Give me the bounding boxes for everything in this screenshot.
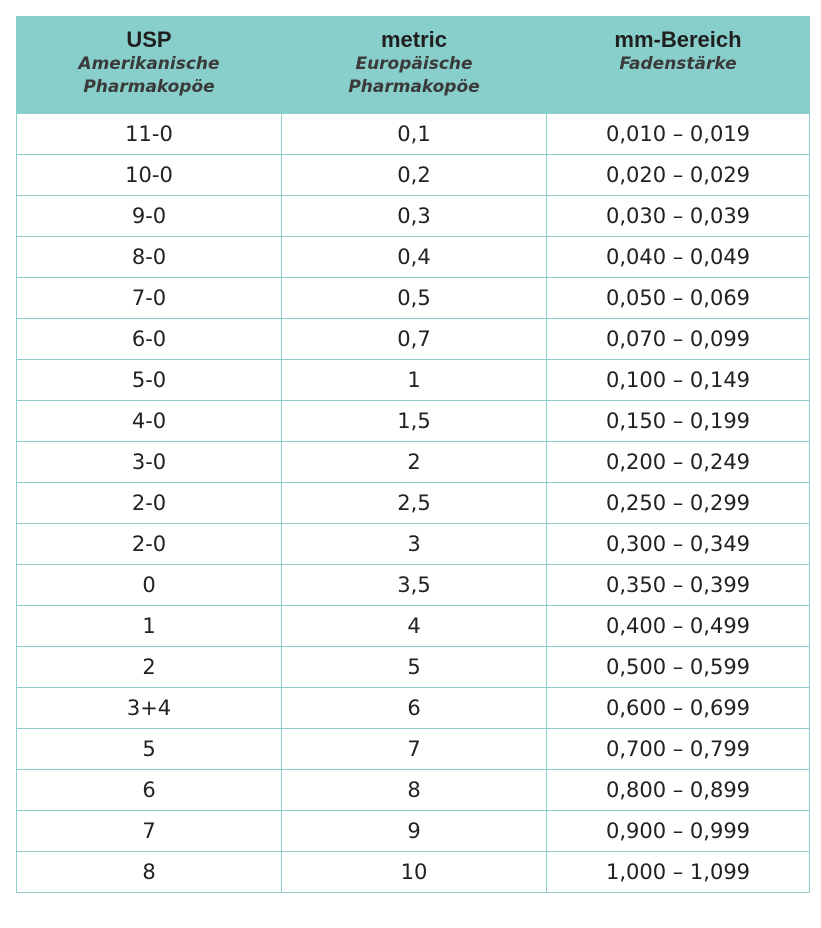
cell-metric: 2,5 xyxy=(282,483,547,524)
cell-metric: 7 xyxy=(282,729,547,770)
table-row xyxy=(17,606,810,647)
cell-usp: 1 xyxy=(17,606,282,647)
cell-usp: 3+4 xyxy=(17,688,282,729)
cell-usp: 10-0 xyxy=(17,155,282,196)
table-row xyxy=(17,196,810,237)
cell-usp: 7-0 xyxy=(17,278,282,319)
cell-usp: 2-0 xyxy=(17,483,282,524)
cell-metric: 0,7 xyxy=(282,319,547,360)
cell-usp: 8-0 xyxy=(17,237,282,278)
cell-mm-range: 0,600 – 0,699 xyxy=(547,688,810,729)
table-row xyxy=(17,811,810,852)
table-row xyxy=(17,319,810,360)
cell-mm-range: 0,020 – 0,029 xyxy=(547,155,810,196)
cell-mm-range: 0,900 – 0,999 xyxy=(547,811,810,852)
table-row xyxy=(17,524,810,565)
cell-metric: 0,4 xyxy=(282,237,547,278)
cell-metric: 0,5 xyxy=(282,278,547,319)
cell-usp: 4-0 xyxy=(17,401,282,442)
cell-usp: 2 xyxy=(17,647,282,688)
cell-metric: 0,2 xyxy=(282,155,547,196)
header-metric xyxy=(282,17,547,114)
cell-usp: 8 xyxy=(17,852,282,893)
cell-metric: 6 xyxy=(282,688,547,729)
cell-mm-range: 1,000 – 1,099 xyxy=(547,852,810,893)
cell-mm-range: 0,030 – 0,039 xyxy=(547,196,810,237)
header-metric-subtitle: Europäische Pharmakopöe xyxy=(348,54,480,97)
cell-usp: 11-0 xyxy=(17,114,282,155)
cell-mm-range: 0,800 – 0,899 xyxy=(547,770,810,811)
cell-mm-range: 0,500 – 0,599 xyxy=(547,647,810,688)
table-row xyxy=(17,278,810,319)
table-row xyxy=(17,360,810,401)
cell-mm-range: 0,070 – 0,099 xyxy=(547,319,810,360)
cell-usp: 7 xyxy=(17,811,282,852)
header-mm-range-subtitle: Fadenstärke xyxy=(619,54,737,74)
cell-metric: 9 xyxy=(282,811,547,852)
table-row xyxy=(17,483,810,524)
table-row xyxy=(17,647,810,688)
table-row xyxy=(17,770,810,811)
cell-metric: 3,5 xyxy=(282,565,547,606)
table-row xyxy=(17,114,810,155)
table-row xyxy=(17,401,810,442)
cell-usp: 0 xyxy=(17,565,282,606)
cell-metric: 8 xyxy=(282,770,547,811)
cell-mm-range: 0,300 – 0,349 xyxy=(547,524,810,565)
table-row xyxy=(17,155,810,196)
cell-metric: 1,5 xyxy=(282,401,547,442)
cell-usp: 5-0 xyxy=(17,360,282,401)
table-row xyxy=(17,565,810,606)
table-row xyxy=(17,237,810,278)
cell-mm-range: 0,700 – 0,799 xyxy=(547,729,810,770)
cell-metric: 1 xyxy=(282,360,547,401)
cell-mm-range: 0,350 – 0,399 xyxy=(547,565,810,606)
cell-metric: 2 xyxy=(282,442,547,483)
cell-usp: 6 xyxy=(17,770,282,811)
header-row xyxy=(17,17,810,114)
cell-mm-range: 0,150 – 0,199 xyxy=(547,401,810,442)
cell-usp: 6-0 xyxy=(17,319,282,360)
table-row xyxy=(17,729,810,770)
table-row xyxy=(17,852,810,893)
cell-mm-range: 0,100 – 0,149 xyxy=(547,360,810,401)
cell-mm-range: 0,250 – 0,299 xyxy=(547,483,810,524)
suture-size-table-container xyxy=(16,16,809,893)
cell-mm-range: 0,010 – 0,019 xyxy=(547,114,810,155)
header-mm-range xyxy=(547,17,810,114)
table-row xyxy=(17,442,810,483)
cell-mm-range: 0,050 – 0,069 xyxy=(547,278,810,319)
cell-metric: 0,1 xyxy=(282,114,547,155)
header-mm-range-title: mm-Bereich xyxy=(614,27,742,52)
table-header xyxy=(17,17,810,114)
cell-mm-range: 0,400 – 0,499 xyxy=(547,606,810,647)
cell-usp: 5 xyxy=(17,729,282,770)
header-metric-title: metric xyxy=(380,27,448,52)
cell-metric: 0,3 xyxy=(282,196,547,237)
cell-metric: 10 xyxy=(282,852,547,893)
cell-usp: 9-0 xyxy=(17,196,282,237)
table-row xyxy=(17,688,810,729)
header-usp-title: USP xyxy=(126,27,172,52)
cell-metric: 5 xyxy=(282,647,547,688)
header-usp-subtitle: Amerikanische Pharmakopöe xyxy=(78,54,220,97)
table-body xyxy=(17,114,810,893)
cell-metric: 3 xyxy=(282,524,547,565)
suture-size-table xyxy=(16,16,810,893)
cell-usp: 3-0 xyxy=(17,442,282,483)
cell-mm-range: 0,200 – 0,249 xyxy=(547,442,810,483)
header-usp xyxy=(17,17,282,114)
cell-metric: 4 xyxy=(282,606,547,647)
cell-mm-range: 0,040 – 0,049 xyxy=(547,237,810,278)
cell-usp: 2-0 xyxy=(17,524,282,565)
